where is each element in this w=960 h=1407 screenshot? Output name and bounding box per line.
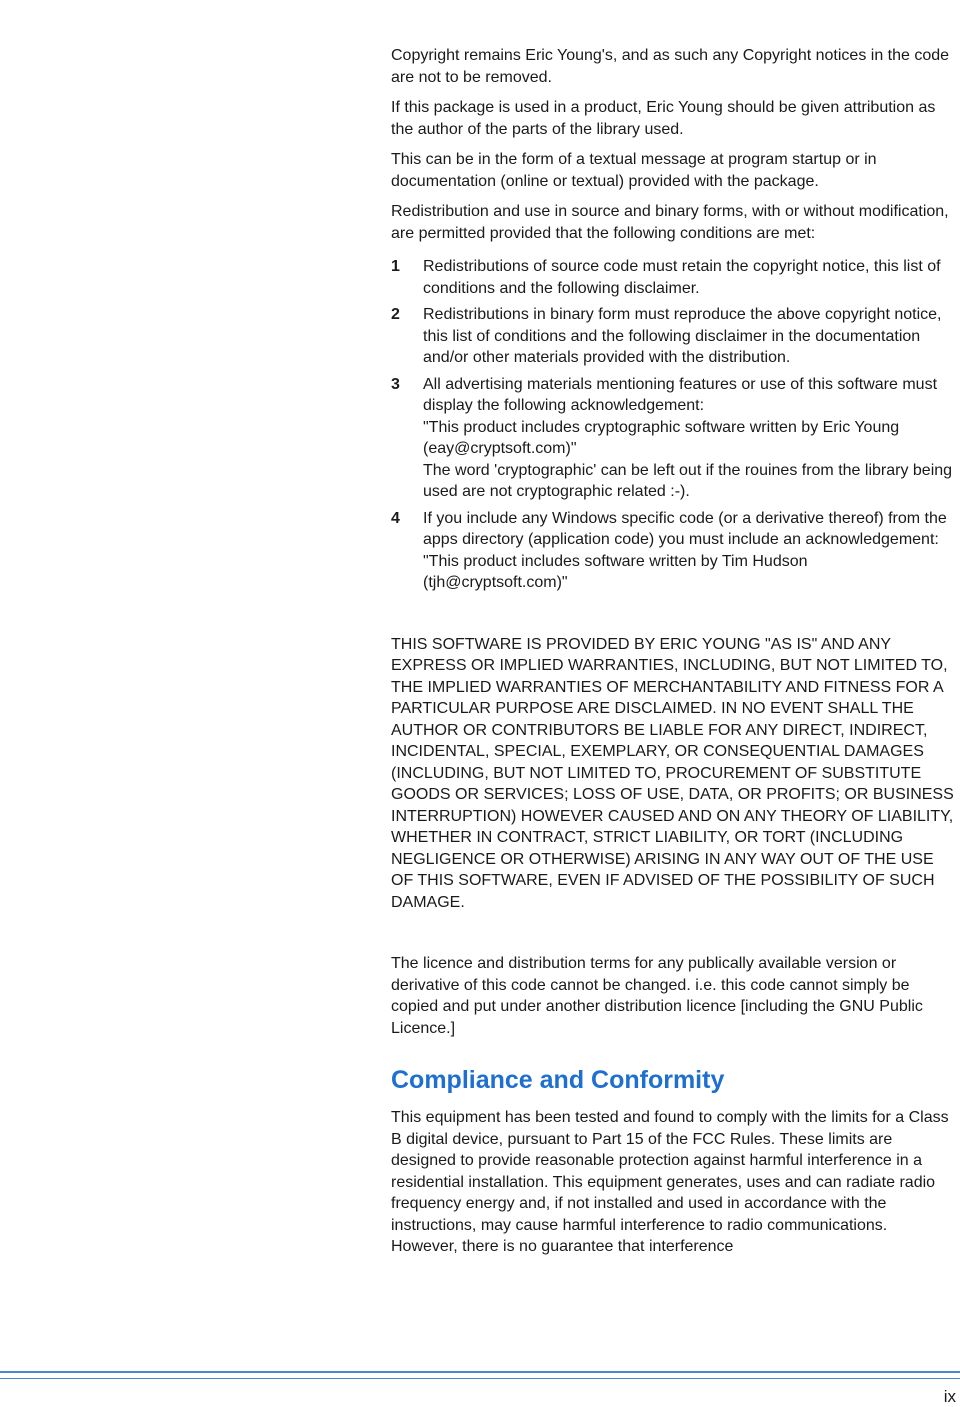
condition-number: 3 (391, 375, 400, 393)
document-body (391, 45, 956, 1267)
compliance-paragraph: This equipment has been tested and found to comply with the limits for a Class B digital device, pursuant to Part 15 of the FCC Rules. These limits are designed to provide reasonable protection against harmful interference in a residential installation. This equipment generates, uses and can radiate radio frequency energy and, if not installed and used in accordance with the instructions, may cause harmful interference to radio communications. However, there is no guarantee that interference (391, 1109, 949, 1255)
condition-quote: "This product includes cryptographic software written by Eric Young (eay@cryptsoft.com)" (423, 418, 900, 457)
warranty-disclaimer: THIS SOFTWARE IS PROVIDED BY ERIC YOUNG "AS IS" AND ANY EXPRESS OR IMPLIED WARRANTIES, INCLUDING, BUT NOT LIMITED TO, THE IMPLIED WARRANTIES OF MERCHANTABILITY AND FITNESS FOR A PARTICULAR PURPOSE ARE DISCLAIMED. IN NO EVENT SHALL THE AUTHOR OR CONTRIBUTORS BE LIABLE FOR ANY DIRECT, INDIRECT, INCIDENTAL, SPECIAL, EXEMPLARY, OR CONSEQUENTIAL DAMAGES (INCLUDING, BUT NOT LIMITED TO, PROCUREMENT OF SUBSTITUTE GOODS OR SERVICES; LOSS OF USE, DATA, OR PROFITS; OR BUSINESS INTERRUPTION) HOWEVER CAUSED AND ON ANY THEORY OF LIABILITY, WHETHER IN CONTRACT, STRICT LIABILITY, OR TORT (INCLUDING NEGLIGENCE OR OTHERWISE) ARISING IN ANY WAY OUT OF THE USE OF THIS SOFTWARE, EVEN IF ADVISED OF THE POSSIBILITY OF SUCH DAMAGE. (391, 635, 954, 911)
condition-item (391, 304, 956, 369)
condition-item (391, 374, 956, 503)
licence-paragraph: The licence and distribution terms for any publically available version or derivative of this code cannot be changed. i.e. this code cannot simply be copied and put under another distribution licence [including the GNU Public Licence.] (391, 955, 923, 1037)
footer-rule-thin (0, 1378, 960, 1379)
condition-item (391, 508, 956, 594)
condition-number: 1 (391, 258, 400, 275)
footer-rule (0, 1371, 960, 1373)
redistribution-paragraph: Redistribution and use in source and binary forms, with or without modification, are permitted provided that the following conditions are met: (391, 203, 949, 242)
condition-text: All advertising materials mentioning features or use of this software must display the following acknowledgement: (423, 375, 938, 414)
condition-text: Redistributions of source code must retain the copyright notice, this list of conditions and the following disclaimer. (423, 258, 941, 297)
condition-quote: "This product includes software written by Tim Hudson (tjh@cryptsoft.com)" (423, 552, 808, 591)
conditions-list (391, 256, 956, 594)
condition-number: 4 (391, 509, 400, 527)
page-number: ix (943, 1387, 956, 1406)
condition-item (391, 256, 956, 299)
condition-note: The word 'cryptographic' can be left out if the rouines from the library being used are not cryptographic related :-). (423, 461, 953, 500)
condition-text: If you include any Windows specific code (or a derivative thereof) from the apps directory (application code) you must include an acknowledgement: (423, 509, 947, 548)
attribution-form-paragraph: This can be in the form of a textual message at program startup or in documentation (online or textual) provided with the package. (391, 151, 877, 190)
copyright-notice-paragraph: Copyright remains Eric Young's, and as such any Copyright notices in the code are not to be removed. (391, 47, 950, 86)
attribution-paragraph: If this package is used in a product, Eric Young should be given attribution as the author of the parts of the library used. (391, 99, 936, 138)
section-heading: Compliance and Conformity (391, 1066, 725, 1094)
condition-number: 2 (391, 306, 400, 323)
condition-text: Redistributions in binary form must reproduce the above copyright notice, this list of conditions and the following disclaimer in the documentation and/or other materials provided with the distribution. (423, 306, 942, 366)
